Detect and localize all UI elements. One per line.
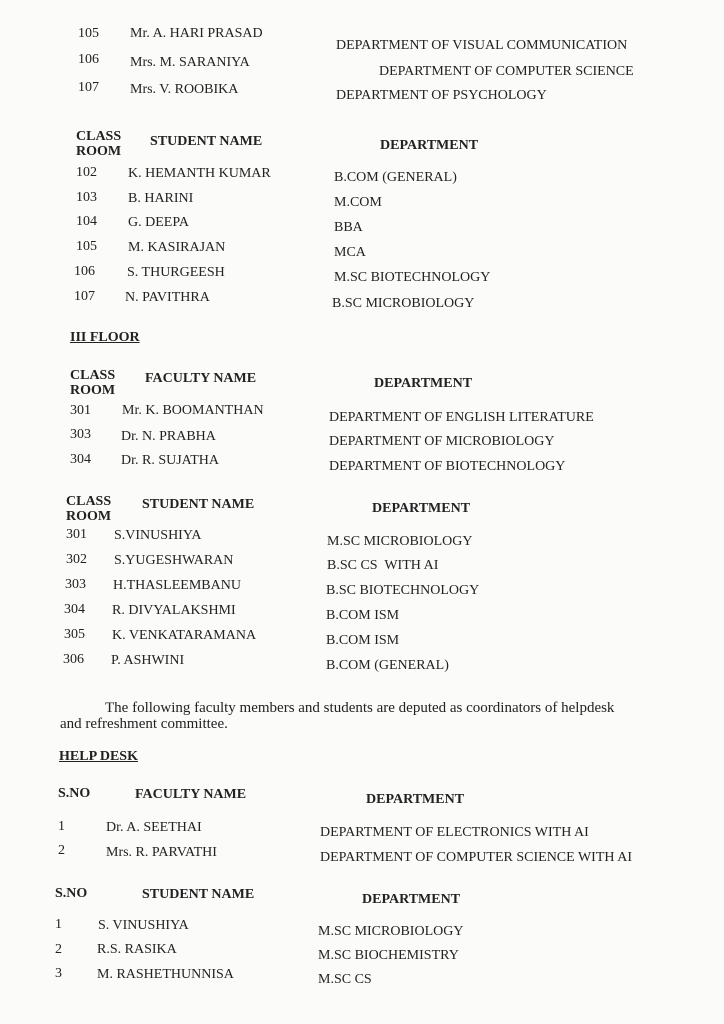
room-number: 301 xyxy=(70,403,91,418)
faculty-name: Dr. N. PRABHA xyxy=(121,429,216,444)
student-name: B. HARINI xyxy=(128,191,194,206)
department: DEPARTMENT OF BIOTECHNOLOGY xyxy=(329,459,566,474)
column-header-department: DEPARTMENT xyxy=(372,501,471,516)
department: B.COM ISM xyxy=(326,633,400,648)
student-name: K. VENKATARAMANA xyxy=(112,628,257,643)
room-number: 303 xyxy=(65,577,86,592)
column-header-name: STUDENT NAME xyxy=(150,134,263,149)
faculty-name: Mr. K. BOOMANTHAN xyxy=(122,403,264,418)
department: DEPARTMENT OF COMPUTER SCIENCE xyxy=(379,64,634,79)
student-name: S.YUGESHWARAN xyxy=(114,553,234,568)
column-header-sno: S.NO xyxy=(58,786,91,801)
department: B.SC BIOTECHNOLOGY xyxy=(326,583,480,598)
faculty-name: Dr. R. SUJATHA xyxy=(121,453,220,468)
faculty-name: Mrs. V. ROOBIKA xyxy=(130,82,239,97)
department: MCA xyxy=(334,245,366,260)
room-number: 106 xyxy=(78,52,99,67)
column-header-name: FACULTY NAME xyxy=(135,787,247,802)
student-name: H.THASLEEMBANU xyxy=(113,578,241,593)
student-name: R. DIVYALAKSHMI xyxy=(112,603,236,618)
faculty-name: Dr. A. SEETHAI xyxy=(106,820,202,835)
room-number: 306 xyxy=(63,652,84,667)
room-number: 304 xyxy=(64,602,85,617)
student-name: K. HEMANTH KUMAR xyxy=(128,166,271,181)
room-number: 304 xyxy=(70,452,91,467)
student-name: S. THURGEESH xyxy=(127,265,225,280)
column-header-sno: S.NO xyxy=(55,886,88,901)
department: B.SC CS WITH AI xyxy=(327,558,439,573)
student-name: P. ASHWINI xyxy=(111,653,185,668)
section-title-iii-floor: III FLOOR xyxy=(70,330,140,345)
department: M.COM xyxy=(334,195,382,210)
column-header-room: CLASS ROOM xyxy=(66,494,112,524)
column-header-name: STUDENT NAME xyxy=(142,887,255,902)
department: B.COM (GENERAL) xyxy=(334,170,457,185)
room-number: 305 xyxy=(64,627,85,642)
department: DEPARTMENT OF COMPUTER SCIENCE WITH AI xyxy=(320,850,632,865)
department: M.SC BIOTECHNOLOGY xyxy=(334,270,491,285)
room-number: 104 xyxy=(76,214,97,229)
serial-number: 1 xyxy=(58,819,65,834)
room-number: 105 xyxy=(78,26,99,41)
column-header-name: STUDENT NAME xyxy=(142,497,255,512)
column-header-room: CLASS ROOM xyxy=(70,368,116,398)
department: B.COM ISM xyxy=(326,608,400,623)
student-name: S.VINUSHIYA xyxy=(114,528,202,543)
department: B.COM (GENERAL) xyxy=(326,658,449,673)
column-header-department: DEPARTMENT xyxy=(362,892,461,907)
room-number: 102 xyxy=(76,165,97,180)
column-header-department: DEPARTMENT xyxy=(374,376,473,391)
paragraph-line: The following faculty members and students are deputed as coordinators of helpdesk xyxy=(105,700,615,716)
paragraph-line: and refreshment committee. xyxy=(60,716,228,732)
room-number: 301 xyxy=(66,527,87,542)
faculty-name: Mr. A. HARI PRASAD xyxy=(130,26,263,41)
department: M.SC MICROBIOLOGY xyxy=(327,534,473,549)
room-number: 107 xyxy=(74,289,95,304)
faculty-name: Mrs. R. PARVATHI xyxy=(106,845,217,860)
student-name: M. KASIRAJAN xyxy=(128,240,226,255)
room-number: 103 xyxy=(76,190,97,205)
department: DEPARTMENT OF ENGLISH LITERATURE xyxy=(329,410,594,425)
room-number: 106 xyxy=(74,264,95,279)
room-number: 303 xyxy=(70,427,91,442)
department: M.SC CS xyxy=(318,972,372,987)
section-title-help-desk: HELP DESK xyxy=(59,749,138,764)
department: M.SC MICROBIOLOGY xyxy=(318,924,464,939)
student-name: N. PAVITHRA xyxy=(125,290,210,305)
department: DEPARTMENT OF PSYCHOLOGY xyxy=(336,88,547,103)
serial-number: 1 xyxy=(55,917,62,932)
serial-number: 2 xyxy=(55,942,62,957)
department: DEPARTMENT OF VISUAL COMMUNICATION xyxy=(336,38,628,53)
serial-number: 3 xyxy=(55,966,62,981)
student-name: S. VINUSHIYA xyxy=(98,918,189,933)
column-header-department: DEPARTMENT xyxy=(380,138,479,153)
serial-number: 2 xyxy=(58,843,65,858)
department: DEPARTMENT OF ELECTRONICS WITH AI xyxy=(320,825,589,840)
faculty-name: Mrs. M. SARANIYA xyxy=(130,55,250,70)
room-number: 105 xyxy=(76,239,97,254)
column-header-department: DEPARTMENT xyxy=(366,792,465,807)
department: B.SC MICROBIOLOGY xyxy=(332,296,475,311)
student-name: R.S. RASIKA xyxy=(97,942,177,957)
room-number: 302 xyxy=(66,552,87,567)
student-name: G. DEEPA xyxy=(128,215,189,230)
student-name: M. RASHETHUNNISA xyxy=(97,967,234,982)
column-header-name: FACULTY NAME xyxy=(145,371,257,386)
department: DEPARTMENT OF MICROBIOLOGY xyxy=(329,434,555,449)
department: M.SC BIOCHEMISTRY xyxy=(318,948,459,963)
department: BBA xyxy=(334,220,363,235)
column-header-room: CLASS ROOM xyxy=(76,129,122,159)
room-number: 107 xyxy=(78,80,99,95)
